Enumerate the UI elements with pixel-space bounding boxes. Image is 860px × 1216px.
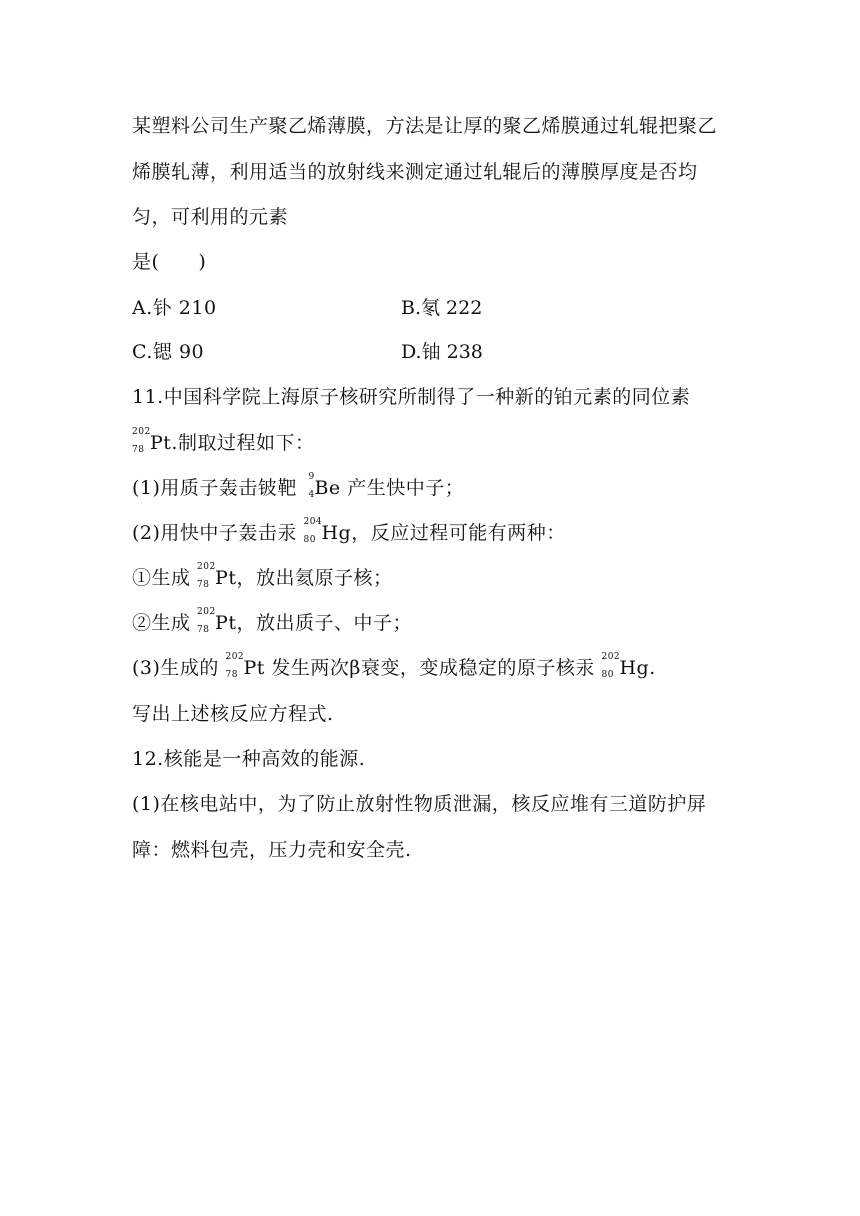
q10-stem-line-1: 某塑料公司生产聚乙烯薄膜，方法是让厚的聚乙烯膜通过轧辊把聚乙 [132, 115, 718, 137]
hg-mass-number: 204 [303, 517, 323, 527]
pt-isotope-notation [225, 652, 245, 680]
q11-step-3-middle: 发生两次β衰变，变成稳定的原子核汞 [264, 657, 602, 679]
q10-stem-line-3: 匀，可利用的元素 [132, 206, 289, 228]
q11-case-2-suffix: ，放出质子、中子； [236, 612, 412, 634]
hg-isotope-notation-stable [601, 652, 621, 680]
q11-stem-line-1: 11.中国科学院上海原子核研究所制得了一种新的铂元素的同位素 [132, 386, 691, 408]
be-isotope-notation [303, 472, 315, 500]
pt-atomic-number: 78 [197, 580, 210, 590]
q11-step-1-suffix: 产生快中子； [340, 477, 465, 499]
q11-step-3-prefix: (3)生成的 [132, 657, 226, 679]
q11-case-2-prefix: ②生成 [132, 612, 198, 634]
hg-atomic-number: 80 [303, 535, 316, 545]
q10-option-c: C.锶 90 [132, 341, 205, 363]
q11-stem-line-2-text: .制取过程如下： [171, 432, 315, 454]
q12-part-1-line-2: 障：燃料包壳，压力壳和安全壳. [132, 839, 412, 861]
be-symbol: Be [314, 477, 341, 499]
pt-mass-number: 202 [132, 427, 151, 437]
q10-option-b: B.氡 222 [401, 297, 483, 319]
q11-case-2 [132, 607, 412, 635]
pt-symbol: Pt [243, 657, 265, 679]
q10-stem-line-4: 是( ) [132, 251, 207, 273]
pt-mass-number: 202 [197, 607, 216, 617]
q11-step-1-prefix: (1)用质子轰击铍靶 [132, 477, 304, 499]
q11-step-2-prefix: (2)用快中子轰击汞 [132, 522, 304, 544]
q11-stem-line-2 [132, 427, 315, 455]
pt-symbol: Pt [215, 612, 237, 634]
pt-isotope-notation [132, 427, 151, 455]
q11-case-1-prefix: ①生成 [132, 567, 198, 589]
q12-part-1-line-1: (1)在核电站中，为了防止放射性物质泄漏，核反应堆有三道防护屏 [132, 793, 707, 815]
pt-isotope-notation [197, 607, 216, 635]
q11-case-1 [132, 562, 393, 590]
q12-stem: 12.核能是一种高效的能源. [132, 748, 366, 770]
hg-stable-mass-number: 202 [601, 652, 621, 662]
hg-stable-atomic-number: 80 [601, 670, 614, 680]
pt-symbol: Pt [150, 432, 172, 454]
pt-isotope-notation [197, 562, 216, 590]
q10-option-d: D.铀 238 [401, 341, 483, 363]
hg-symbol: Hg [321, 522, 352, 544]
q11-step-1 [132, 472, 465, 500]
hg-isotope-notation [303, 517, 323, 545]
pt-atomic-number: 78 [132, 445, 145, 455]
pt-mass-number: 202 [197, 562, 216, 572]
be-mass-number: 9 [308, 472, 315, 482]
q10-stem-line-2: 烯膜轧薄，利用适当的放射线来测定通过轧辊后的薄膜厚度是否均 [132, 161, 698, 183]
be-atomic-number: 4 [308, 490, 315, 500]
q10-option-a: A.钋 210 [132, 297, 217, 319]
q11-step-2 [132, 517, 566, 545]
pt-mass-number: 202 [225, 652, 245, 662]
q11-task: 写出上述核反应方程式. [132, 703, 334, 725]
pt-atomic-number: 78 [197, 625, 210, 635]
q11-step-3-end: . [649, 657, 656, 679]
pt-symbol: Pt [215, 567, 237, 589]
q11-case-1-suffix: ，放出氦原子核； [236, 567, 393, 589]
hg-stable-symbol: Hg [619, 657, 650, 679]
q11-step-2-suffix: ，反应过程可能有两种： [351, 522, 566, 544]
pt-atomic-number: 78 [225, 670, 238, 680]
q11-step-3 [132, 652, 656, 680]
